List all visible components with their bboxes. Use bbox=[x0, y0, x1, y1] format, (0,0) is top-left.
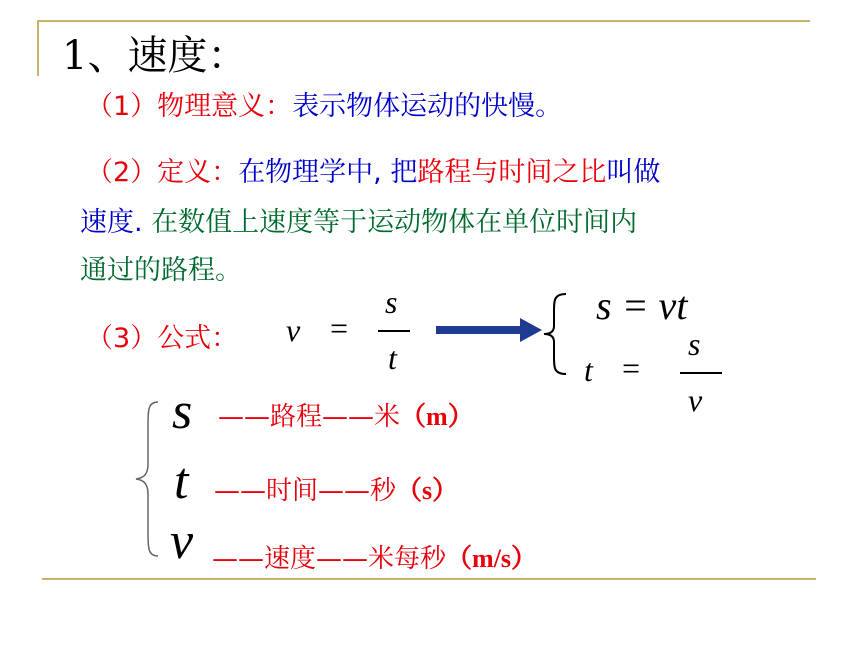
formula-eq: = bbox=[330, 310, 349, 346]
definition-part3: 叫做 bbox=[606, 157, 661, 188]
derived-formula-1: s = vt bbox=[596, 283, 688, 328]
definition-line2-a: 速度. bbox=[80, 207, 143, 238]
symbol-t-name: 时间 bbox=[266, 476, 319, 506]
symbol-v-dash2: —— bbox=[316, 544, 369, 574]
top-rule bbox=[38, 20, 810, 22]
symbol-v-unit-cn: 米每秒 bbox=[368, 544, 447, 574]
symbol-row-v bbox=[212, 538, 537, 575]
symbol-row-t bbox=[214, 470, 458, 507]
symbol-s-name: 路程 bbox=[270, 402, 323, 432]
derived2-lhs: t bbox=[584, 352, 593, 388]
definition-line-3: 通过的路程。 bbox=[80, 255, 242, 286]
symbol-t-unit-cn: 秒 bbox=[370, 476, 397, 506]
symbol-t-unit: （s） bbox=[396, 476, 459, 505]
formula-v: v bbox=[286, 312, 301, 348]
brace-icon bbox=[540, 292, 570, 376]
definition-part1: 在物理学中, 把 bbox=[238, 157, 418, 188]
symbol-t: t bbox=[174, 453, 189, 510]
arrow-right-icon bbox=[436, 318, 544, 342]
left-rule bbox=[37, 20, 39, 76]
symbol-s-unit: （m） bbox=[400, 402, 474, 431]
definition-line2-b: 在数值上速度等于运动物体在单位时间内 bbox=[142, 207, 638, 238]
definition-line-1 bbox=[86, 150, 660, 189]
meaning-text: 表示物体运动的快慢。 bbox=[292, 91, 563, 122]
symbol-v-unit: （m/s） bbox=[446, 544, 538, 573]
symbol-s: s bbox=[172, 383, 193, 440]
derived2-eq: = bbox=[622, 350, 641, 386]
symbol-t-dash1: —— bbox=[214, 476, 266, 506]
symbol-v-name: 速度 bbox=[264, 544, 317, 574]
formula-fraction-bar bbox=[378, 330, 410, 332]
definition-label: （2）定义： bbox=[86, 157, 239, 188]
symbol-s-unit-cn: 米 bbox=[374, 402, 401, 432]
definition-line-2 bbox=[80, 200, 637, 239]
derived2-fraction-bar bbox=[680, 372, 722, 374]
formula-denominator: t bbox=[388, 340, 397, 376]
symbol-s-dash2: —— bbox=[322, 402, 375, 432]
symbol-t-dash2: —— bbox=[318, 476, 371, 506]
meaning-line bbox=[86, 84, 562, 123]
formula-numerator: s bbox=[385, 284, 398, 320]
symbol-v-dash1: —— bbox=[212, 544, 264, 574]
definition-part2: 路程与时间之比 bbox=[417, 157, 607, 188]
derived2-numerator: s bbox=[688, 326, 701, 362]
symbol-row-s bbox=[218, 396, 474, 433]
meaning-label: （1）物理意义： bbox=[86, 91, 293, 122]
symbol-v: v bbox=[170, 513, 194, 570]
symbol-s-dash1: —— bbox=[218, 402, 270, 432]
symbols-brace-icon bbox=[132, 398, 162, 560]
slide-title: 1、速度： bbox=[62, 33, 248, 79]
derived2-denominator: v bbox=[688, 382, 703, 418]
bottom-rule bbox=[42, 578, 816, 580]
formula-label: （3）公式： bbox=[86, 323, 239, 354]
